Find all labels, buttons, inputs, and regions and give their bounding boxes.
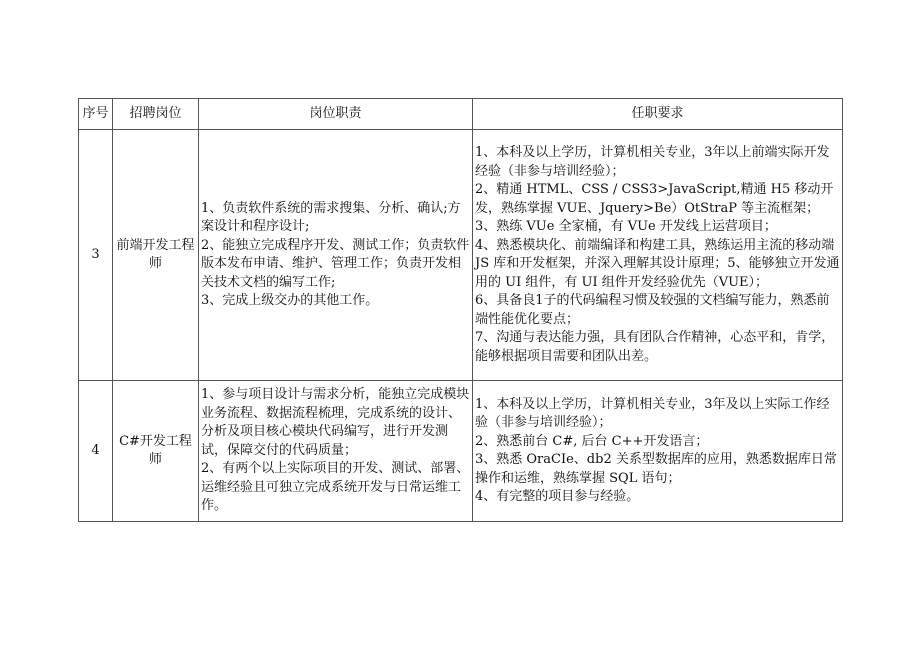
requirement-item: 7、沟通与表达能力强，具有团队合作精神，心态平和，肯学，能够根据项目需要和团队出差。 [475,330,835,364]
duty-item: 2、能独立完成程序开发、测试工作；负责软件版本发布申请、维护、管理工作；负责开发相关技术文档的编写工作; [201,237,470,290]
requirement-item: 6、具备良1子的代码编程习惯及较强的文档编写能力，熟悉前端性能优化要点； [475,293,830,327]
table-row [79,130,843,381]
post-title: 前端开发工程师 [116,237,195,271]
requirement-item: 2、熟悉前台 C#, 后台 C++开发语言； [475,433,709,449]
requirement-item: 2、精通 HTML、CSS / CSS3>JavaScript,精通 H5 移动开发，熟练掌握 VUE、Jquery>Be）OtStraP 等主流框架； [475,182,834,216]
requirement-item: 3、熟练 VUe 全家桶，有 VUe 开发线上运营项目； [475,219,777,234]
post-title: C#开发工程师 [119,433,192,467]
duties-cell [199,381,473,522]
duty-item: 1、负责软件系统的需求搜集、分析、确认;方案设计和程序设计; [201,200,461,234]
requirements-cell [473,130,843,381]
requirement-item: 1、本科及以上学历，计算机相关专业，3年以上前端实际开发经验（非参与培训经验）； [475,145,830,179]
requirement-item: 1、本科及以上学历，计算机相关专业，3年及以上实际工作经验（非参与培训经验）； [475,396,830,430]
job-table [78,98,843,522]
requirements-cell [473,381,843,522]
header-no: 序号 [79,99,113,130]
header-row [79,99,843,130]
requirement-item: 3、熟悉 OraCIe、db2 关系型数据库的应用，熟悉数据库日常操作和运维，熟练掌握 SQL 语句； [475,452,837,486]
duty-item: 2、有两个以上实际项目的开发、测试、部署、运维经验且可独立完成系统开发与日常运维工作。 [201,461,470,514]
header-post: 招聘岗位 [113,99,199,130]
duty-item: 3、完成上级交办的其他工作。 [201,293,379,308]
requirement-item: 4、有完整的项目参与经验。 [475,489,640,504]
row-number: 3 [79,130,113,381]
post-cell [113,381,199,522]
requirement-item: 4、熟悉模块化、前端编译和构建工具，熟练运用主流的移动端 JS 库和开发框架，并深入理解其设计原理；5、能够独立开发通用的 UI 组件，有 UI 组件开发经验优先（VUE）； [475,237,840,290]
header-duties: 岗位职责 [199,99,473,130]
duty-item: 1、参与项目设计与需求分析，能独立完成模块业务流程、数据流程梳理，完成系统的设计、分析及项目核心模块代码编写，进行开发测试，保障交付的代码质量； [201,387,470,458]
table-row [79,381,843,522]
row-number: 4 [79,381,113,522]
post-cell [113,130,199,381]
duties-cell [199,130,473,381]
header-requirements: 任职要求 [473,99,843,130]
